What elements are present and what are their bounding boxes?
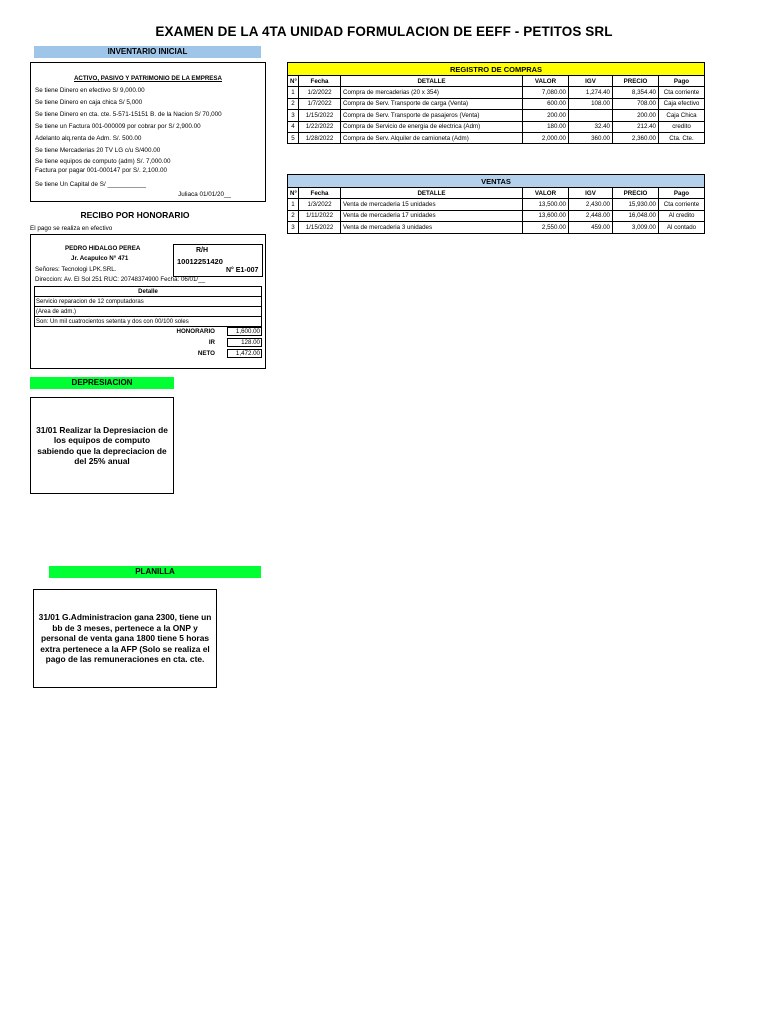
- cell: 2: [288, 210, 299, 221]
- recibo-box: [30, 234, 266, 369]
- table-row: [288, 222, 705, 233]
- recibo-header: RECIBO POR HONORARIO: [80, 210, 190, 220]
- cell: 3: [288, 222, 299, 233]
- cell: 1/15/2022: [299, 110, 341, 121]
- cell: 2,360.00: [613, 132, 659, 143]
- cell: [569, 110, 613, 121]
- col-header: DETALLE: [341, 188, 523, 199]
- recibo-detail-table: [34, 286, 262, 327]
- neto-value: 1,472.00: [227, 349, 262, 358]
- cell: 200.00: [523, 110, 569, 121]
- ventas-title: VENTAS: [287, 174, 705, 187]
- cell: 3: [288, 110, 299, 121]
- rh-label: R/H: [196, 247, 209, 254]
- cell: 15,930.00: [613, 199, 659, 210]
- col-header: VALOR: [523, 76, 569, 87]
- col-header: Fecha: [299, 188, 341, 199]
- cell: 2,430.00: [569, 199, 613, 210]
- col-header: Pago: [659, 76, 705, 87]
- inventario-line: Adelanto alq.renta de Adm. S/. 500.00: [35, 135, 142, 142]
- depreciacion-header: DEPRESIACION: [30, 377, 174, 389]
- cell: 1,274.40: [569, 87, 613, 98]
- detalle-label: Detalle: [35, 287, 262, 297]
- table-row: [288, 132, 705, 143]
- neto-label: NETO: [197, 350, 215, 357]
- planilla-note: 31/01 G.Administracion gana 2300, tiene un bb de 3 meses, pertenece a la ONP y personal de venta gana 1800 tiene 5 horas extra pertenece a la AFP (Solo se realiza el pago de las remuneraciones en cta. cte.: [33, 589, 217, 688]
- col-header: VALOR: [523, 188, 569, 199]
- rh-serial: N° E1-007: [226, 267, 259, 274]
- cell: 16,048.00: [613, 210, 659, 221]
- cell: Compra de mercaderias (20 x 354): [341, 87, 523, 98]
- issuer-address: Jr. Acapulco N° 471: [71, 255, 129, 262]
- recibo-client: Señores: Tecnologi LPK.SRL.: [35, 266, 117, 273]
- table-row: [35, 287, 262, 297]
- honorario-label: HONORARIO: [176, 328, 215, 335]
- planilla-header: PLANILLA: [49, 566, 261, 578]
- cell: 2,448.00: [569, 210, 613, 221]
- cell: Venta de mercaderia 15 unidades: [341, 199, 523, 210]
- cell: 1/11/2022: [299, 210, 341, 221]
- detalle-line: Son: Un mil cuatrocientos setenta y dos con 00/100 soles: [35, 317, 262, 327]
- inventario-line: Se tiene equipos de computo (adm) S/. 7,000.00: [35, 158, 171, 165]
- cell: credito: [659, 121, 705, 132]
- compras-table: [287, 62, 705, 144]
- table-row: [35, 307, 262, 317]
- col-header: IGV: [569, 188, 613, 199]
- ventas-header-row: [288, 188, 705, 199]
- cell: 2,550.00: [523, 222, 569, 233]
- cell: Caja efectivo: [659, 98, 705, 109]
- cell: Compra de Serv. Transporte de pasajeros (Venta): [341, 110, 523, 121]
- col-header: Pago: [659, 188, 705, 199]
- col-header: N°: [288, 188, 299, 199]
- cell: 2,000.00: [523, 132, 569, 143]
- inventario-header: INVENTARIO INICIAL: [34, 46, 261, 58]
- cell: 3,009.00: [613, 222, 659, 233]
- col-header: DETALLE: [341, 76, 523, 87]
- cell: Caja Chica: [659, 110, 705, 121]
- cell: Cta. Cte.: [659, 132, 705, 143]
- table-row: [288, 199, 705, 210]
- cell: Venta de mercaderia 3 unidades: [341, 222, 523, 233]
- cell: 708.00: [613, 98, 659, 109]
- col-header: PRECIO: [613, 76, 659, 87]
- cell: Al contado: [659, 222, 705, 233]
- table-row: [288, 110, 705, 121]
- ventas-table: [287, 174, 705, 234]
- compras-title: REGISTRO DE COMPRAS: [287, 62, 705, 75]
- table-row: [288, 87, 705, 98]
- cell: 180.00: [523, 121, 569, 132]
- cell: 1: [288, 199, 299, 210]
- inventario-line: Se tiene Dinero en caja chica S/ 5,000: [35, 99, 143, 106]
- cell: 1/22/2022: [299, 121, 341, 132]
- col-header: Fecha: [299, 76, 341, 87]
- honorario-value: 1,600.00: [227, 327, 262, 336]
- cell: 4: [288, 121, 299, 132]
- cell: 5: [288, 132, 299, 143]
- table-row: [288, 98, 705, 109]
- depreciacion-note: 31/01 Realizar la Depresiacion de los equipos de computo sabiendo que la depreciacion de del 25% anual: [30, 397, 174, 494]
- cell: 360.00: [569, 132, 613, 143]
- inventario-line: Factura por pagar 001-000147 por S/. 2,100.00: [35, 167, 167, 174]
- detalle-line: (Area de adm.): [35, 307, 262, 317]
- cell: 108.00: [569, 98, 613, 109]
- inventario-box: [30, 62, 266, 202]
- cell: 8,354.40: [613, 87, 659, 98]
- rh-number-box: [173, 244, 263, 277]
- inventario-line: Se tiene Un Capital de S/ ___________: [35, 181, 146, 188]
- cell: 2: [288, 98, 299, 109]
- table-row: [288, 210, 705, 221]
- cell: Venta de mercaderia 17 unidades: [341, 210, 523, 221]
- inventario-date: Juliaca 01/01/20__: [178, 191, 231, 198]
- cell: 1/15/2022: [299, 222, 341, 233]
- cell: 459.00: [569, 222, 613, 233]
- inventario-heading: ACTIVO, PASIVO Y PATRIMONIO DE LA EMPRESA: [73, 75, 223, 82]
- rh-number: 10012251420: [177, 257, 223, 266]
- cell: Compra de Serv. Transporte de carga (Venta): [341, 98, 523, 109]
- cell: 212.40: [613, 121, 659, 132]
- cell: Cta corriente: [659, 87, 705, 98]
- ir-value: 128.00: [227, 338, 262, 347]
- col-header: PRECIO: [613, 188, 659, 199]
- cell: Compra de Serv. Alquiler de camioneta (Adm): [341, 132, 523, 143]
- inventario-line: Se tiene un Factura 001-000009 por cobrar por S/ 2,900.00: [35, 123, 201, 130]
- table-row: [35, 297, 262, 307]
- cell: 13,600.00: [523, 210, 569, 221]
- cell: 1/28/2022: [299, 132, 341, 143]
- col-header: N°: [288, 76, 299, 87]
- ir-label: IR: [208, 339, 215, 346]
- recibo-direccion: Direccion: Av. El Sol 251 RUC: 20748374900 Fecha: 06/01/__: [35, 276, 206, 283]
- recibo-payment-note: El pago se realiza en efectivo: [30, 225, 113, 232]
- cell: Cta corriente: [659, 199, 705, 210]
- col-header: IGV: [569, 76, 613, 87]
- issuer-name: PEDRO HIDALGO PEREA: [65, 245, 141, 252]
- cell: 13,500.00: [523, 199, 569, 210]
- cell: 200.00: [613, 110, 659, 121]
- compras-header-row: [288, 76, 705, 87]
- inventario-line: Se tiene Dinero en efectivo S/ 9,000.00: [35, 87, 145, 94]
- cell: 32.40: [569, 121, 613, 132]
- cell: 600.00: [523, 98, 569, 109]
- table-row: [288, 121, 705, 132]
- cell: 1: [288, 87, 299, 98]
- inventario-line: Se tiene Dinero en cta. cte. 5-571-15151 B. de la Nacion S/ 70,000: [35, 111, 222, 118]
- cell: Compra de Servicio de energia de electrica (Adm): [341, 121, 523, 132]
- cell: 1/3/2022: [299, 199, 341, 210]
- page-title: EXAMEN DE LA 4TA UNIDAD FORMULACION DE EEFF - PETITOS SRL: [155, 24, 613, 39]
- cell: 7,080.00: [523, 87, 569, 98]
- detalle-line: Servicio reparacion de 12 computadoras: [35, 297, 262, 307]
- cell: Al credito: [659, 210, 705, 221]
- table-row: [35, 317, 262, 327]
- cell: 1/2/2022: [299, 87, 341, 98]
- inventario-line: Se tiene Mercaderias 20 TV LG c/u S/400.00: [35, 147, 161, 154]
- cell: 1/7/2022: [299, 98, 341, 109]
